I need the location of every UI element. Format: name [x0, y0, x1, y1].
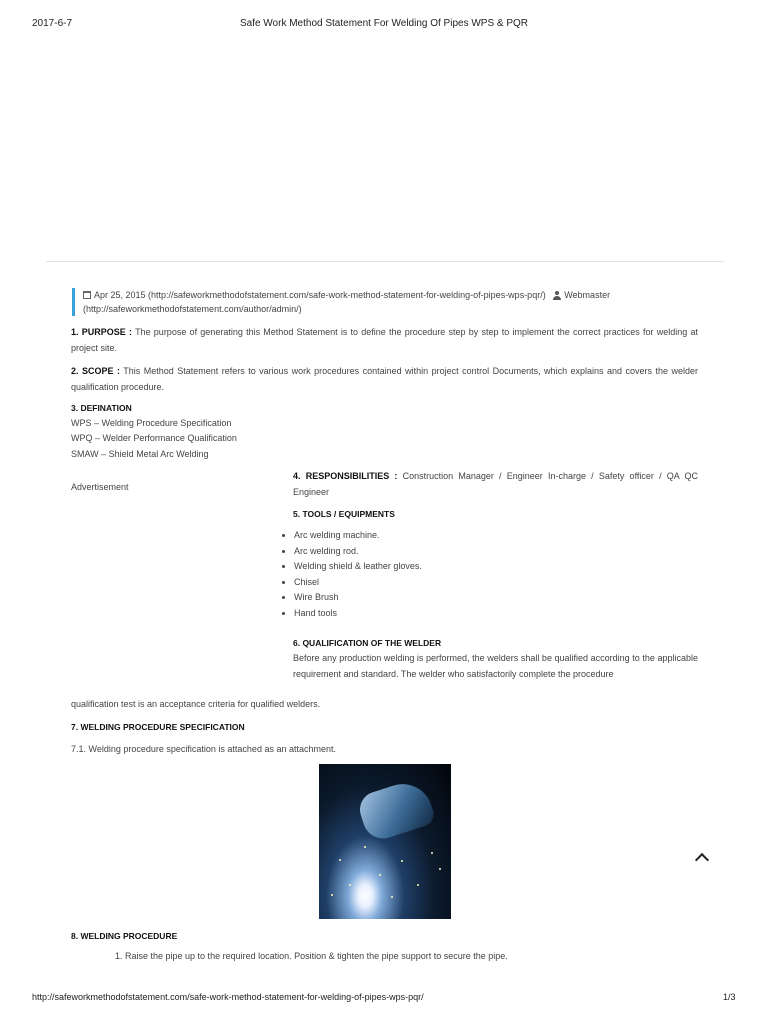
scope-heading: 2. SCOPE :	[71, 366, 120, 376]
user-icon	[553, 291, 561, 299]
list-item: • Wire Brush	[294, 590, 422, 606]
welding-mask-shape	[355, 776, 436, 843]
responsibilities-paragraph	[293, 468, 698, 500]
list-item: • Chisel	[294, 575, 422, 591]
spark	[431, 852, 433, 854]
responsibilities-heading: 4. RESPONSIBILITIES :	[293, 471, 398, 481]
scope-paragraph	[71, 363, 698, 395]
advertisement-label: Advertisement	[71, 482, 129, 492]
list-item: • Hand tools	[294, 606, 422, 622]
spark	[417, 884, 419, 886]
spark	[349, 884, 351, 886]
qualification-text: Before any production welding is performed, the welders shall be qualified according to the applicable requirement and standard. The welder who satisfactorily complete the procedure	[293, 653, 698, 679]
divider	[46, 261, 724, 262]
purpose-paragraph	[71, 324, 698, 356]
definition-heading: 3. DEFINATION	[71, 403, 132, 413]
wps-heading: 7. WELDING PROCEDURE SPECIFICATION	[71, 722, 245, 732]
purpose-text: The purpose of generating this Method Statement is to define the procedure step by step to implement the correct practices for welding at project site.	[71, 327, 698, 353]
spark	[364, 846, 366, 848]
spark	[331, 894, 333, 896]
tools-list	[282, 528, 422, 621]
welding-procedure-step: 1. Raise the pipe up to the required location. Position & tighten the pipe support to secure the pipe.	[115, 951, 508, 961]
spark	[339, 859, 341, 861]
calendar-icon	[83, 291, 91, 299]
welding-procedure-heading: 8. WELDING PROCEDURE	[71, 931, 178, 941]
definition-item: WPQ – Welder Performance Qualification	[71, 433, 237, 443]
welding-photo	[319, 764, 451, 919]
purpose-heading: 1. PURPOSE :	[71, 327, 132, 337]
wps-text: 7.1. Welding procedure specification is attached as an attachment.	[71, 744, 336, 754]
chevron-up-icon[interactable]	[695, 851, 709, 865]
responsibilities-text: Construction Manager / Engineer In-charge / Safety officer / QA QC Engineer	[293, 471, 698, 497]
print-page-number: 1/3	[723, 992, 736, 1002]
print-footer-url: http://safeworkmethodofstatement.com/safe-work-method-statement-for-welding-of-pipes-wps-pqr/	[32, 992, 424, 1002]
scope-text: This Method Statement refers to various work procedures contained within project control Documents, which explains and covers the welder qualification procedure.	[71, 366, 698, 392]
author-name[interactable]: Webmaster	[564, 290, 611, 300]
definition-item: WPS – Welding Procedure Specification	[71, 418, 232, 428]
spark	[439, 868, 441, 870]
spark	[391, 896, 393, 898]
post-date-link[interactable]: Apr 25, 2015 (http://safeworkmethodofstatement.com/safe-work-method-statement-for-welding-of-pipes-wps-pqr/)	[94, 290, 546, 300]
list-item: • Arc welding rod.	[294, 544, 422, 560]
qualification-continuation: qualification test is an acceptance criteria for qualified welders.	[71, 699, 321, 709]
definition-item: SMAW – Shield Metal Arc Welding	[71, 449, 209, 459]
print-title: Safe Work Method Statement For Welding Of Pipes WPS & PQR	[239, 18, 529, 29]
list-item: • Welding shield & leather gloves.	[294, 559, 422, 575]
post-meta	[72, 288, 723, 316]
qualification-heading: 6. QUALIFICATION OF THE WELDER	[293, 638, 442, 648]
print-date: 2017-6-7	[32, 18, 73, 29]
list-item: • Arc welding machine.	[294, 528, 422, 544]
author-link[interactable]: (http://safeworkmethodofstatement.com/author/admin/)	[83, 304, 302, 314]
tools-heading: 5. TOOLS / EQUIPMENTS	[293, 509, 395, 519]
spark	[401, 860, 403, 862]
spark	[379, 874, 381, 876]
